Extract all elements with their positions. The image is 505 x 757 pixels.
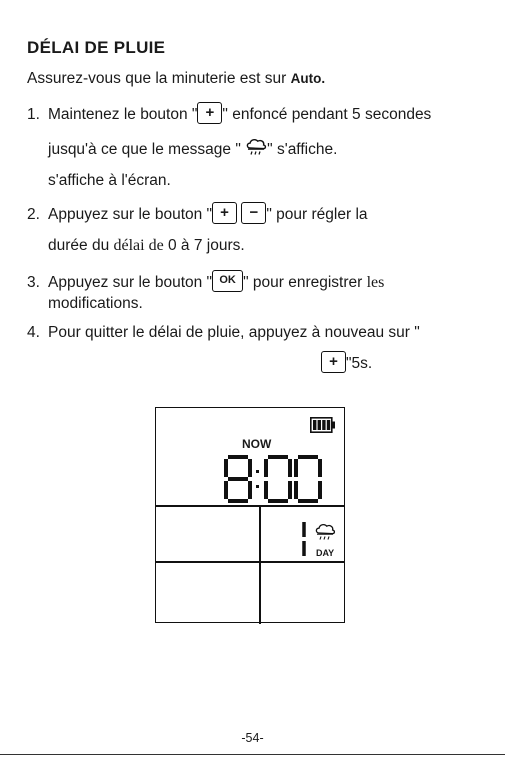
- step-3-line-2: modifications.: [48, 295, 143, 312]
- intro-text: Assurez-vous que la minuterie est sur Auto.: [27, 70, 326, 87]
- step-4-line-1: 4. Pour quitter le délai de pluie, appuyez à nouveau sur ": [27, 324, 420, 341]
- step-2-line-2: durée du délai de 0 à 7 jours.: [48, 237, 245, 254]
- time-display: [224, 455, 324, 503]
- step-3-line-1: 3. Appuyez sur le bouton " OK " pour enregistrer les: [27, 272, 384, 294]
- step-1-line-2: jusqu'à ce que le message " " s'affiche.: [48, 140, 337, 160]
- auto-mode: Auto.: [290, 71, 326, 86]
- battery-icon: [310, 417, 336, 433]
- delay-days-digit: [300, 521, 308, 557]
- ok-key-icon: OK: [212, 270, 243, 292]
- now-label: NOW: [242, 437, 272, 451]
- step-4-line-2: + "5s.: [321, 353, 372, 375]
- rain-cloud-icon: [314, 521, 336, 543]
- plus-key-icon: +: [321, 351, 346, 373]
- plus-key-icon: +: [212, 202, 237, 224]
- page-title: DÉLAI DE PLUIE: [27, 38, 166, 57]
- step-2-line-1: 2. Appuyez sur le bouton " + − " pour régler la: [27, 204, 368, 224]
- rain-cloud-icon: [245, 137, 267, 157]
- day-label: DAY: [316, 548, 335, 558]
- bottom-rule: [0, 754, 505, 755]
- plus-key-icon: +: [197, 102, 222, 124]
- step-1-line-3: s'affiche à l'écran.: [48, 172, 171, 189]
- lcd-display: [155, 407, 345, 623]
- step-1-line-1: 1. Maintenez le bouton " + " enfoncé pendant 5 secondes: [27, 104, 432, 124]
- page-number: -54-: [241, 731, 264, 745]
- minus-key-icon: −: [241, 202, 266, 224]
